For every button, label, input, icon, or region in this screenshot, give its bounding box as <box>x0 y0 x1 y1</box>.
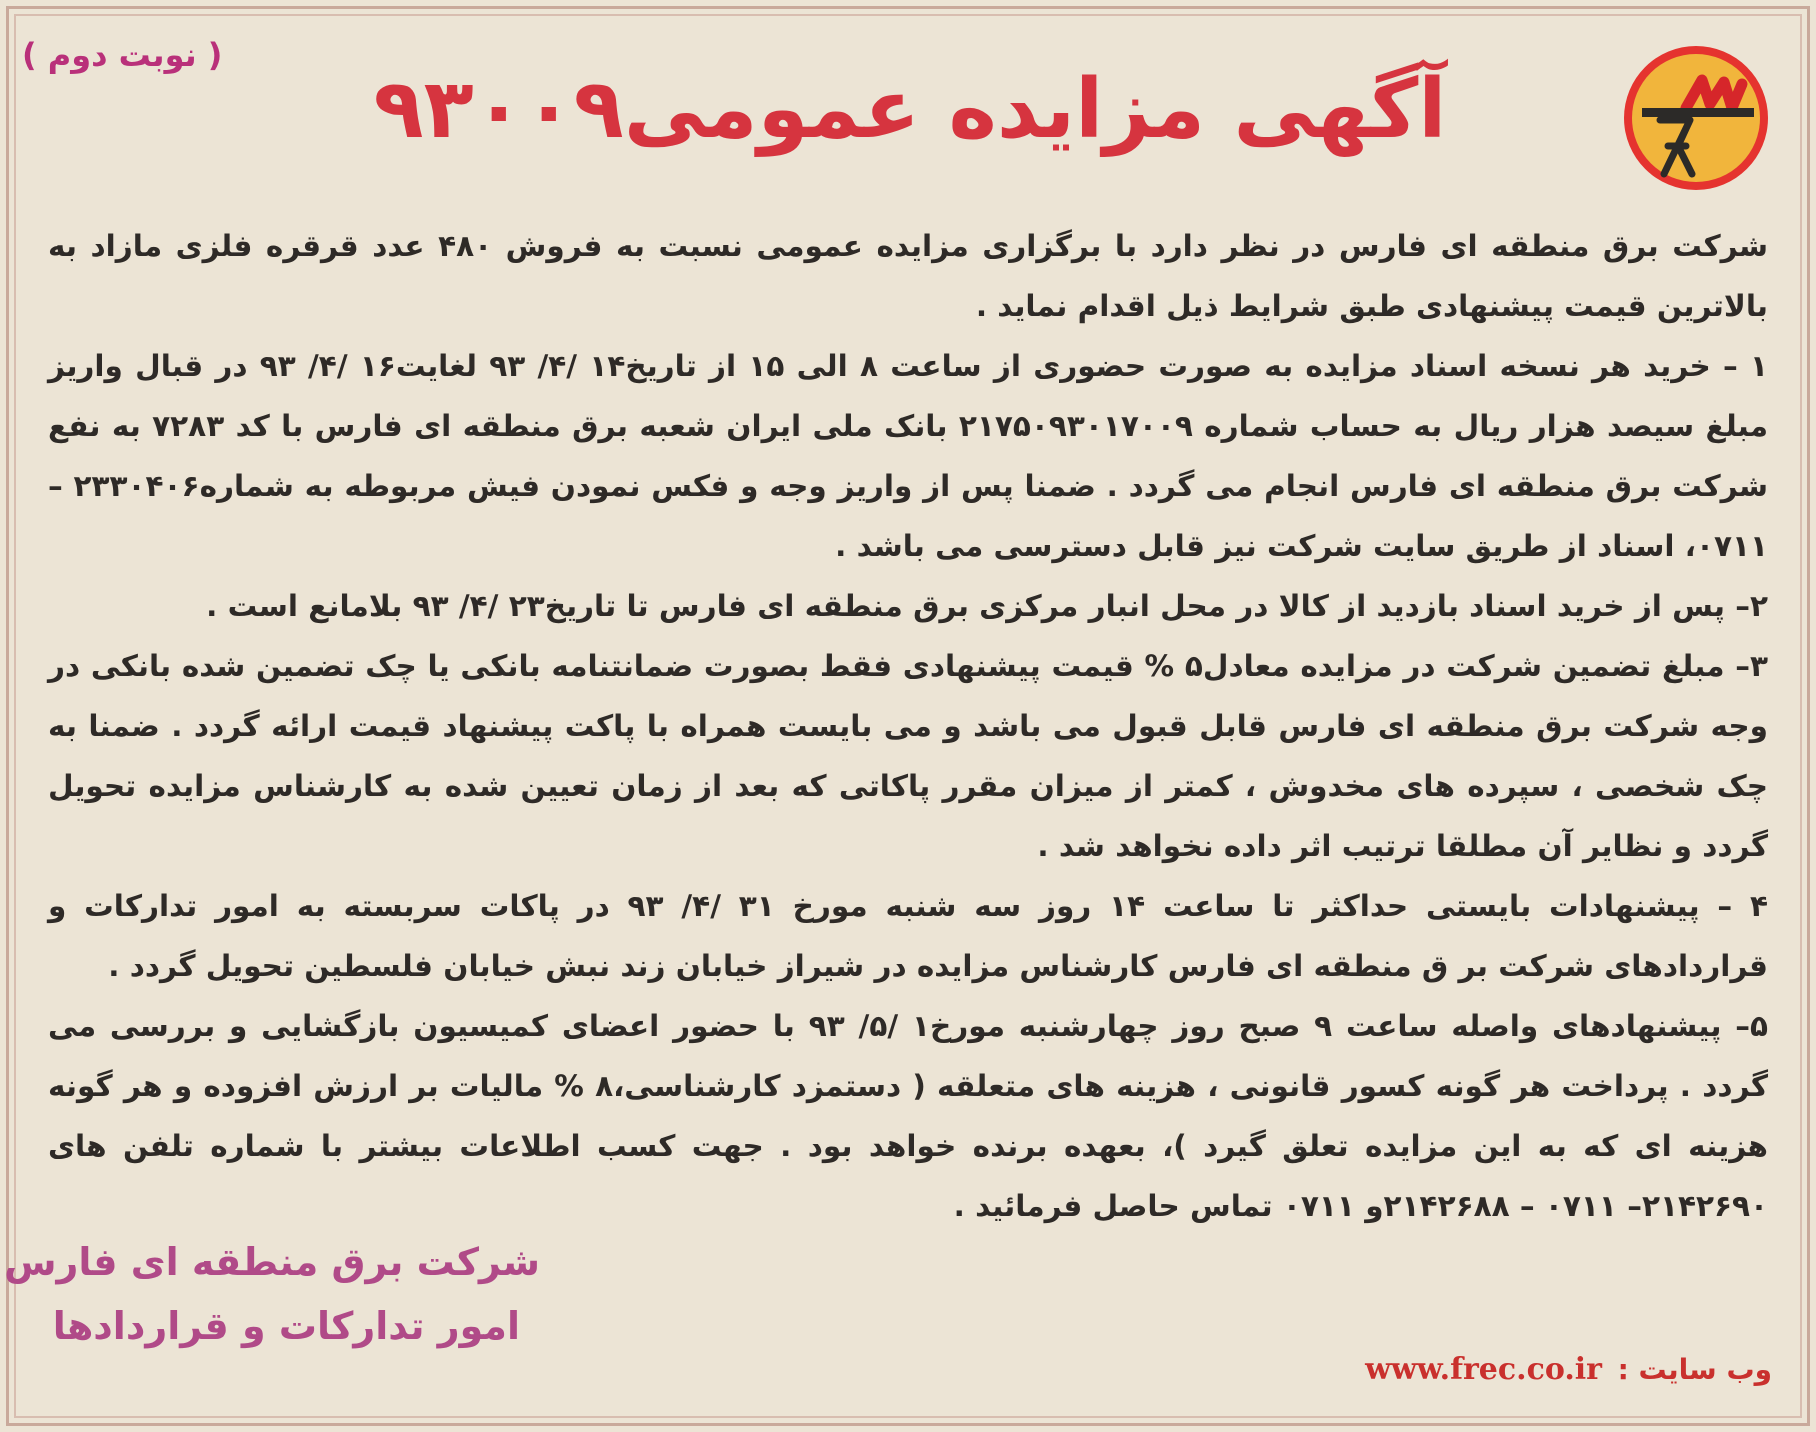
signature-department: امور تدارکات و قراردادها <box>52 1304 520 1348</box>
clause-2: ۲– پس از خرید اسناد بازدید از کالا در محل انبار مرکزی برق منطقه ای فارس تا تاریخ۲۳ /۴/ ۹۳ بلامانع است . <box>206 589 1768 623</box>
clause-5: ۵– پیشنهادهای واصله ساعت ۹ صبح روز چهارشنبه مورخ۱ /۵/ ۹۳ با حضور اعضای کمیسیون بازگشایی و بررسی می گردد . پرداخت هر گونه کسور قانونی ، هزینه های متعلقه ( دستمزد کارشناسی،۸ % مالیات بر ارزش افزوده و هر گونه هزینه ای که به این مزایده تعلق گیرد )، بعهده برنده خواهد بود . جهت کسب اطلاعات بیشتر با شماره تلفن های ۲۱۴۲۶۹۰– ۰۷۱۱ – ۲۱۴۲۶۸۸و ۰۷۱۱ تماس حاصل فرمائید . <box>48 1009 1769 1223</box>
signature-company: شرکت برق منطقه ای فارس <box>4 1240 540 1284</box>
website-link[interactable]: www.frec.co.ir <box>1365 1352 1602 1387</box>
intro-paragraph: شرکت برق منطقه ای فارس در نظر دارد با برگزاری مزایده عمومی نسبت به فروش ۴۸۰ عدد قرقره فلزی مازاد به بالاترین قیمت پیشنهادی طبق شرایط ذیل اقدام نماید . <box>48 229 1768 323</box>
round-label: ( نوبت دوم ) <box>22 36 223 74</box>
clause-1: ۱ – خرید هر نسخه اسناد مزایده به صورت حضوری از ساعت ۸ الی ۱۵ از تاریخ۱۴ /۴/ ۹۳ لغایت۱۶ /۴/ ۹۳ در قبال واریز مبلغ سیصد هزار ریال به حساب شماره ۲۱۷۵۰۹۳۰۱۷۰۰۹ بانک ملی ایران شعبه برق منطقه ای فارس با کد ۷۲۸۳ به نفع شرکت برق منطقه ای فارس انجام می گردد . ضمنا پس از واریز وجه و فکس نمودن فیش مربوطه به شماره۲۳۳۰۴۰۶ – ۰۷۱۱، اسناد از طریق سایت شرکت نیز قابل دسترسی می باشد . <box>48 349 1769 563</box>
notice-body <box>48 216 1768 1236</box>
clause-3: ۳– مبلغ تضمین شرکت در مزایده معادل۵ % قیمت پیشنهادی فقط بصورت ضمانتنامه بانکی یا چک تضمین شده بانکی در وجه شرکت برق منطقه ای فارس قابل قبول می باشد و می بایست همراه با پاکت پیشنهاد قیمت ارائه گردد . ضمنا به چک شخصی ، سپرده های مخدوش ، کمتر از میزان مقرر پاکاتی که بعد از زمان تعیین شده به کارشناس مزایده تحویل گردد و نظایر آن مطلقا ترتیب اثر داده نخواهد شد . <box>48 649 1768 863</box>
clause-4: ۴ – پیشنهادات بایستی حداکثر تا ساعت ۱۴ روز سه شنبه مورخ ۳۱ /۴/ ۹۳ در پاکات سربسته به امور تدارکات و قراردادهای شرکت بر ق منطقه ای فارس کارشناس مزایده در شیراز خیابان زند نبش خیابان فلسطین تحویل گردد . <box>48 889 1769 983</box>
website-label: وب سایت : <box>1617 1353 1772 1386</box>
notice-title: آگهی مزایده عمومی۹۳۰۰۹ <box>373 62 1447 157</box>
electricity-company-logo-icon <box>1620 42 1772 194</box>
signature-block <box>4 1230 540 1358</box>
website-footer <box>1365 1352 1772 1387</box>
